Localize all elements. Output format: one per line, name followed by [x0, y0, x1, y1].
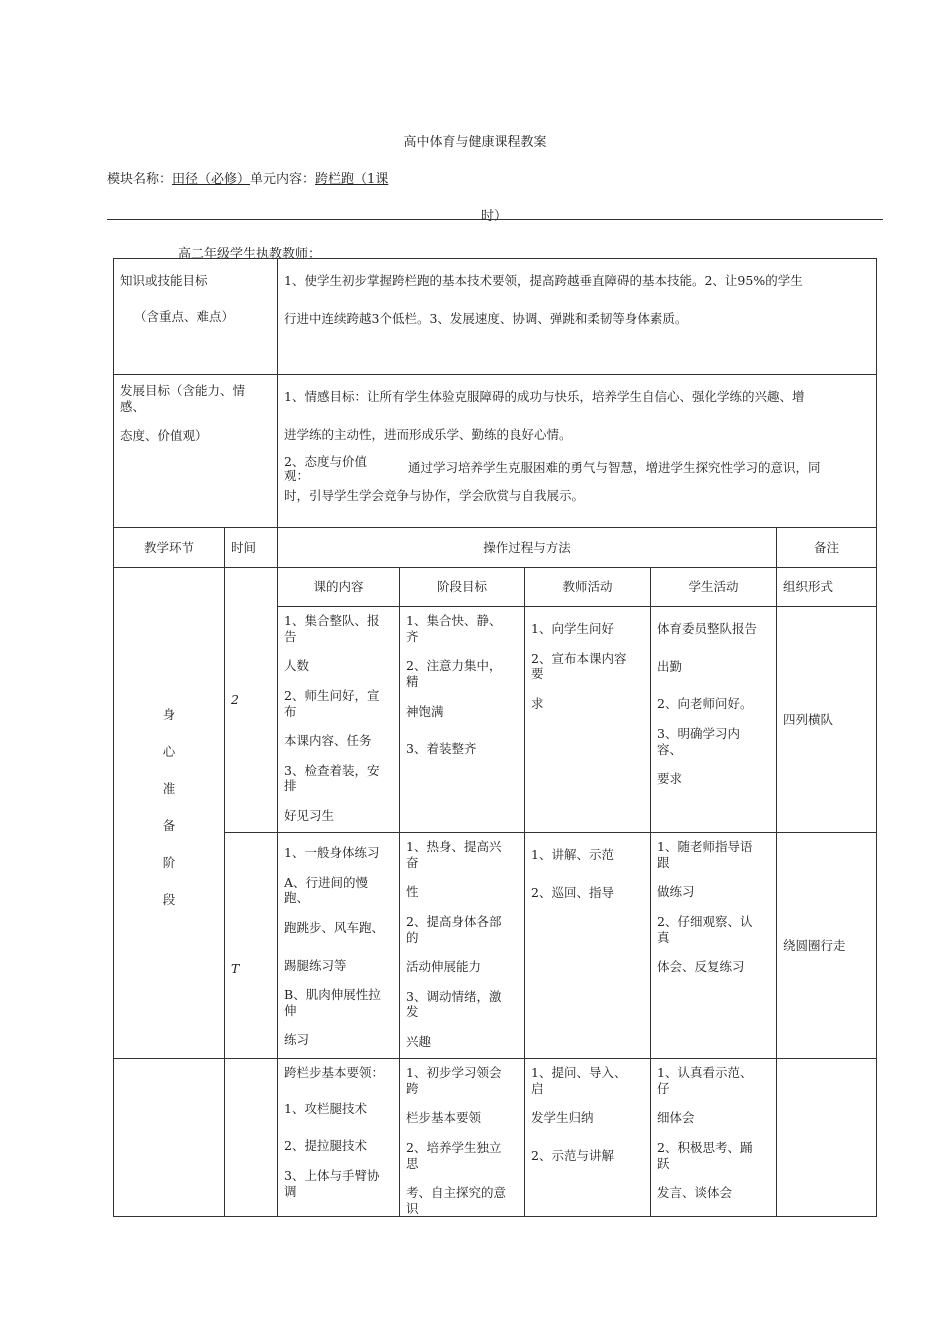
- text-line: 本课内容、任务: [284, 733, 372, 749]
- text-line: 发: [406, 1004, 419, 1020]
- dev-line-3a: 2、态度与价值: [284, 454, 367, 470]
- text-line: A、行进间的慢: [284, 874, 369, 890]
- subhead-content: 课的内容: [278, 568, 400, 607]
- text-line: 栏步基本要领: [406, 1110, 482, 1126]
- text-line: 精: [406, 673, 419, 689]
- text-line: 发言、谈体会: [657, 1185, 733, 1201]
- stage-char: 备: [162, 818, 176, 833]
- knowledge-label-1: 知识或技能目标: [120, 273, 208, 288]
- text-line: 出勤: [657, 658, 683, 674]
- text-line: 布: [284, 703, 297, 719]
- row3-time: [225, 1059, 278, 1217]
- text-line: 好见习生: [284, 808, 335, 823]
- text-line: 3、检查着装，安: [284, 762, 380, 778]
- unit-prefix: 单元内容：: [250, 172, 316, 187]
- unit-name-cont: 时）: [481, 209, 508, 224]
- row2-student: [651, 833, 777, 1059]
- text-line: 2、师生问好，宣: [284, 687, 380, 703]
- text-line: 3、着装整齐: [406, 741, 477, 757]
- text-line: 考、自主探究的意: [406, 1185, 507, 1201]
- text-line: 齐: [406, 628, 419, 644]
- row1-teacher: [525, 607, 651, 833]
- text-line: 容、: [657, 741, 683, 757]
- text-line: 2、注意力集中，: [406, 658, 502, 674]
- text-line: 1、一般身体练习: [284, 845, 380, 860]
- text-line: 2、仔细观察、认: [657, 913, 753, 929]
- row2-org: 绕圆圈行走: [777, 833, 877, 1059]
- knowledge-goal-content: [278, 259, 877, 375]
- text-line: 跟: [657, 854, 670, 870]
- text-line: 细体会: [657, 1110, 695, 1126]
- row3-goal: [400, 1059, 525, 1217]
- row3-stage: [114, 1059, 225, 1217]
- text-line: 3、上体与手臂协: [284, 1167, 380, 1183]
- text-line: 启: [531, 1080, 544, 1096]
- dev-goal-label: [114, 375, 278, 528]
- text-line: 1、提问、导入、: [531, 1065, 627, 1080]
- text-line: 3、调动情绪，激: [406, 988, 502, 1004]
- text-line: 2、提拉腿技术: [284, 1138, 367, 1154]
- text-line: 性: [406, 884, 419, 900]
- module-prefix: 模块名称：: [107, 172, 173, 187]
- text-line: 1、集合整队、报: [284, 613, 380, 628]
- knowledge-goal-label: [114, 259, 278, 375]
- dev-label-2: 感、: [120, 398, 146, 414]
- stage-char: 阶: [162, 855, 176, 870]
- stage-char: 段: [162, 892, 176, 907]
- text-line: 要求: [657, 771, 683, 787]
- row1-time: 2: [225, 568, 278, 833]
- row1-goal: [400, 607, 525, 833]
- text-line: 1、初步学习领会: [406, 1065, 502, 1080]
- text-line: 3、明确学习内: [657, 725, 740, 741]
- unit-name: 跨栏跑（1课: [315, 172, 389, 187]
- dev-line-4: 时，引导学生学会竞争与协作，学会欣赏与自我展示。: [284, 488, 585, 504]
- dev-line-2: 进学练的主动性，进而形成乐学、勤练的良好心情。: [284, 426, 572, 442]
- text-line: 真: [657, 929, 670, 945]
- text-line: 踢腿练习等: [284, 957, 347, 973]
- page-title: 高中体育与健康课程教案: [403, 135, 547, 150]
- text-line: 跃: [657, 1155, 670, 1171]
- row1-org: 四列横队: [777, 607, 877, 833]
- text-line: 跑、: [284, 890, 310, 906]
- knowledge-line-1: 1、使学生初步掌握跨栏跑的基本技术要领，提高跨越垂直障碍的基本技能。2、让95%的学生: [284, 273, 803, 288]
- text-line: 2、示范与讲解: [531, 1147, 614, 1163]
- text-line: 兴趣: [406, 1034, 432, 1049]
- text-line: 2、向老师问好。: [657, 696, 753, 712]
- dev-goal-content: [278, 375, 877, 528]
- knowledge-line-2: 行进中连续跨越3个低栏。3、发展速度、协调、弹跳和柔韧等身体素质。: [284, 310, 688, 326]
- text-line: 1、攻栏腿技术: [284, 1100, 367, 1116]
- header-stage: 教学环节: [114, 528, 225, 568]
- dev-line-3b: 观：: [284, 468, 310, 484]
- row2-time: T: [225, 833, 278, 1059]
- text-line: 伸: [284, 1002, 297, 1018]
- knowledge-label-2: （含重点、难点）: [134, 308, 235, 324]
- subhead-student: 学生活动: [651, 568, 777, 607]
- dev-line-3c: 通过学习培养学生克服困难的勇气与智慧，增进学生探究性学习的意识，同: [408, 460, 821, 476]
- row1-content: [278, 607, 400, 833]
- text-line: 告: [284, 628, 297, 644]
- row2-teacher: [525, 833, 651, 1059]
- dev-label-1: 发展目标（含能力、情: [120, 383, 246, 398]
- text-line: 发学生归纳: [531, 1110, 594, 1126]
- text-line: 1、讲解、示范: [531, 847, 614, 862]
- text-line: 识: [406, 1200, 419, 1216]
- stage-char: 身: [162, 707, 176, 722]
- text-line: 跑跳步、风车跑、: [284, 919, 385, 935]
- lesson-plan-table: [113, 258, 877, 1217]
- text-line: 求: [531, 695, 544, 711]
- row3-org: [777, 1059, 877, 1217]
- header-note: 备注: [777, 528, 877, 568]
- row2-goal: [400, 833, 525, 1059]
- stage-name-cell: [114, 568, 225, 1059]
- text-line: 奋: [406, 854, 419, 870]
- text-line: 体育委员整队报告: [657, 621, 758, 636]
- text-line: 2、提高身体各部: [406, 913, 502, 929]
- stage-char: 准: [162, 781, 176, 796]
- text-line: B、肌肉伸展性拉: [284, 987, 381, 1003]
- text-line: 1、向学生问好: [531, 621, 614, 636]
- text-line: 活动伸展能力: [406, 959, 482, 975]
- text-line: 排: [284, 778, 297, 794]
- text-line: 2、培养学生独立: [406, 1139, 502, 1155]
- text-line: 调: [284, 1183, 297, 1199]
- text-line: 1、认真看示范、: [657, 1065, 753, 1080]
- dev-label-3: 态度、价值观）: [120, 428, 208, 444]
- text-line: 1、热身、提高兴: [406, 839, 502, 854]
- text-line: 1、随老师指导语: [657, 839, 753, 854]
- module-name: 田径（必修）: [172, 172, 251, 187]
- stage-char: 心: [162, 744, 176, 759]
- module-line: [107, 168, 388, 187]
- text-line: 跨: [406, 1080, 419, 1096]
- text-line: 体会、反复练习: [657, 959, 745, 975]
- text-line: 仔: [657, 1080, 670, 1096]
- row3-content: [278, 1059, 400, 1217]
- header-rule: [107, 219, 883, 220]
- text-line: 的: [406, 929, 419, 945]
- grade-teacher-line: 高二年级学生执教教师：: [178, 247, 322, 262]
- row3-teacher: [525, 1059, 651, 1217]
- text-line: 1、集合快、静、: [406, 613, 502, 628]
- text-line: 2、积极思考、踊: [657, 1139, 753, 1155]
- subhead-teacher: 教师活动: [525, 568, 651, 607]
- text-line: 要: [531, 666, 544, 682]
- header-time: 时间: [225, 528, 278, 568]
- text-line: 2、巡回、指导: [531, 884, 614, 900]
- header-process: 操作过程与方法: [278, 528, 777, 568]
- subhead-org: 组织形式: [777, 568, 877, 607]
- text-line: 跨栏步基本要领：: [284, 1065, 385, 1080]
- dev-line-1: 1、情感目标：让所有学生体验克服障碍的成功与快乐，培养学生自信心、强化学练的兴趣、增: [284, 389, 805, 404]
- text-line: 做练习: [657, 884, 695, 900]
- subhead-goal: 阶段目标: [400, 568, 525, 607]
- row3-student: [651, 1059, 777, 1217]
- text-line: 思: [406, 1155, 419, 1171]
- text-line: 人数: [284, 658, 310, 674]
- text-line: 2、宣布本课内容: [531, 650, 627, 666]
- text-line: 练习: [284, 1032, 310, 1048]
- text-line: 神饱满: [406, 703, 444, 719]
- row1-student: [651, 607, 777, 833]
- row2-content: [278, 833, 400, 1059]
